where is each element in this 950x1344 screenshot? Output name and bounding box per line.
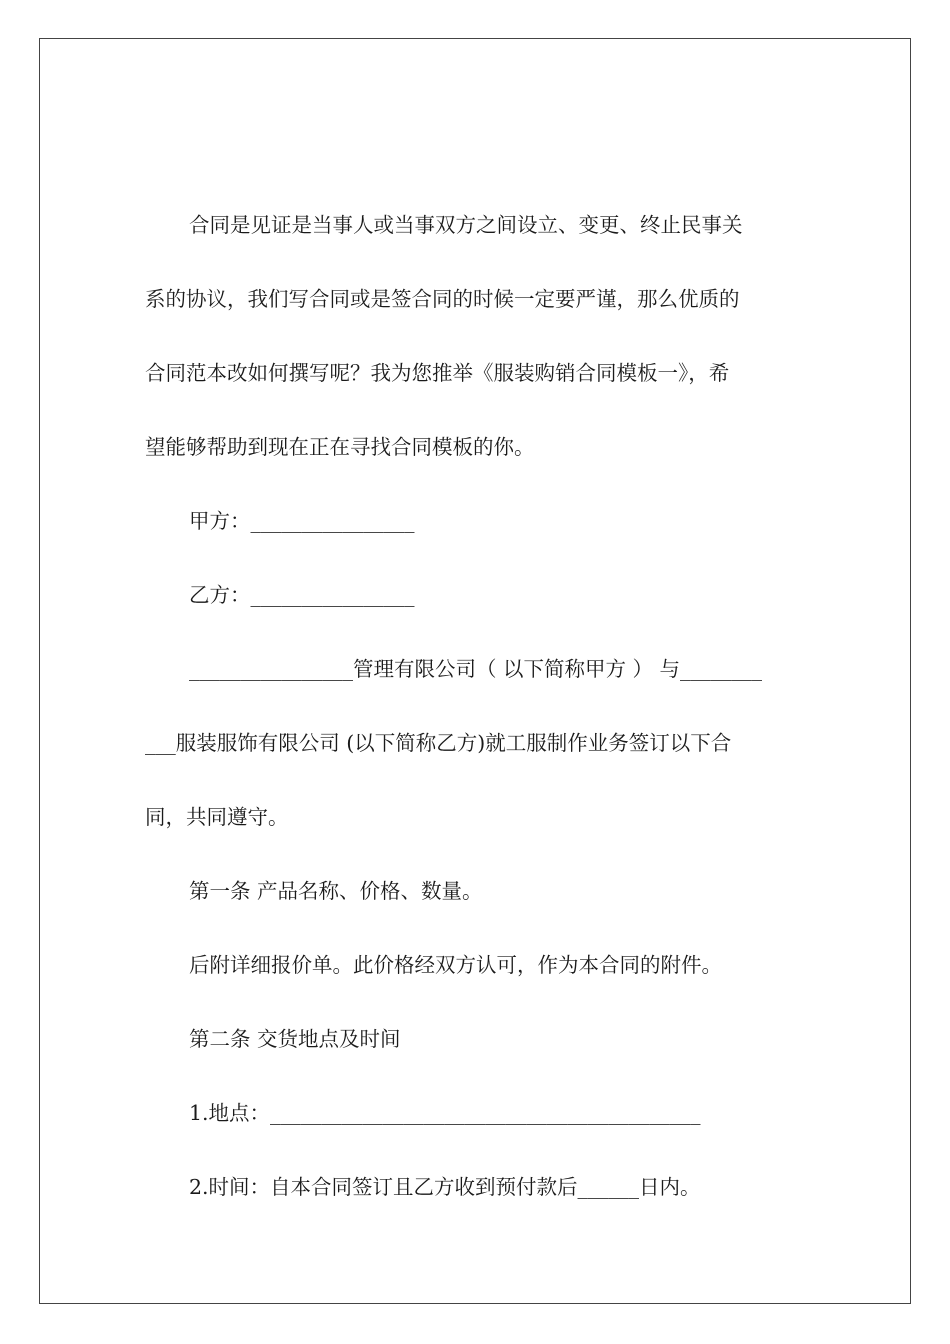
intro-line-2: 系的协议，我们写合同或是签合同的时候一定要严谨，那么优质的 [145, 287, 740, 311]
article-2-item-2: 2.时间：自本合同签订且乙方收到预付款后______日内。 [189, 1175, 701, 1199]
intro-line-3: 合同范本改如何撰写呢？我为您推举《服装购销合同模板一》，希 [145, 361, 730, 385]
preamble-line-2: ___服装服饰有限公司 (以下简称乙方)就工服制作业务签订以下合 [145, 731, 732, 755]
document-body [145, 196, 800, 1232]
party-a-line: 甲方：________________ [189, 509, 415, 533]
intro-line-1: 合同是见证是当事人或当事双方之间设立、变更、终止民事关 [189, 213, 743, 237]
preamble-line-1: ________________管理有限公司（ 以下简称甲方 ） 与________ [189, 657, 763, 681]
article-2-item-1: 1.地点：__________________________________________ [189, 1101, 701, 1125]
intro-line-4: 望能够帮助到现在正在寻找合同模板的你。 [145, 435, 535, 459]
party-b-line: 乙方：________________ [189, 583, 415, 607]
article-1-title: 第一条 产品名称、价格、数量。 [189, 879, 483, 903]
preamble-line-3: 同，共同遵守。 [145, 805, 289, 829]
article-2-title: 第二条 交货地点及时间 [189, 1027, 401, 1051]
article-1-body: 后附详细报价单。此价格经双方认可，作为本合同的附件。 [189, 953, 722, 977]
